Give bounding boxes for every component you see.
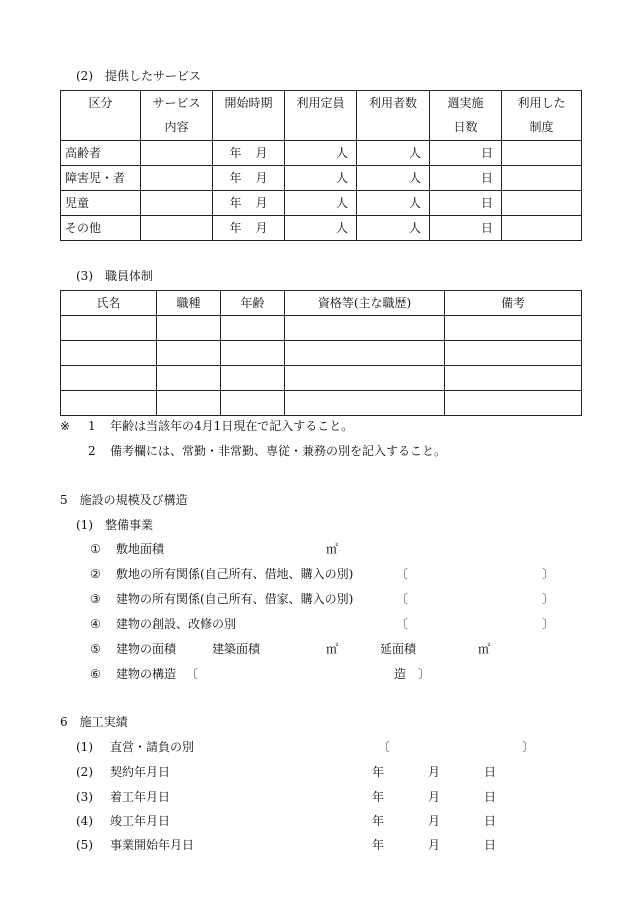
- header-system-used: 利用した 制度: [502, 91, 582, 141]
- header-users: 利用者数: [357, 91, 430, 141]
- table-row: [61, 341, 582, 366]
- bracket-open: 〔: [186, 667, 199, 681]
- item-number: ③: [90, 592, 101, 606]
- users-cell[interactable]: 人: [357, 216, 430, 241]
- month-unit[interactable]: 月: [428, 838, 441, 852]
- note-2-number: 2: [88, 444, 96, 458]
- table-row: [61, 366, 582, 391]
- header-capacity: 利用定員: [285, 91, 357, 141]
- table-row: [61, 141, 582, 166]
- building-ownership-label: 建物の所有関係(自己所有、借家、購入の別): [116, 592, 354, 606]
- staff-cell[interactable]: [157, 366, 221, 391]
- day-unit[interactable]: 日: [484, 790, 497, 804]
- staff-heading: (3) 職員体制: [76, 269, 153, 283]
- building-footprint-unit[interactable]: ㎡: [326, 642, 339, 656]
- site-ownership-label: 敷地の所有関係(自己所有、借地、購入の別): [116, 567, 354, 581]
- staff-cell[interactable]: [285, 366, 445, 391]
- note-1-number: 1: [88, 419, 96, 433]
- days-cell[interactable]: 日: [430, 166, 502, 191]
- contract-date-label: 契約年月日: [110, 765, 171, 779]
- row-label: 高齢者: [61, 141, 141, 166]
- system-cell[interactable]: [502, 166, 582, 191]
- facility-subheading: (1) 整備事業: [76, 518, 153, 532]
- construction-heading: 6 施工実績: [60, 715, 128, 729]
- services-heading: (2) 提供したサービス: [76, 69, 201, 83]
- row-label: 児童: [61, 191, 141, 216]
- start-period-cell[interactable]: 年 月: [213, 216, 285, 241]
- day-unit[interactable]: 日: [484, 765, 497, 779]
- bracket-open: 〔: [396, 617, 409, 631]
- table-row: [61, 191, 582, 216]
- services-table: [60, 90, 582, 241]
- site-area-unit[interactable]: ㎡: [326, 542, 339, 556]
- staff-cell[interactable]: [61, 391, 157, 416]
- item-number: (2): [76, 765, 93, 779]
- facility-heading: 5 施設の規模及び構造: [60, 493, 188, 507]
- header-remarks: 備考: [445, 291, 582, 316]
- year-unit[interactable]: 年: [372, 790, 385, 804]
- row-label: その他: [61, 216, 141, 241]
- header-name: 氏名: [61, 291, 157, 316]
- staff-cell[interactable]: [445, 391, 582, 416]
- structure-suffix: 造: [394, 667, 407, 681]
- staff-cell[interactable]: [157, 316, 221, 341]
- staff-cell[interactable]: [157, 341, 221, 366]
- month-unit[interactable]: 月: [428, 790, 441, 804]
- services-header-row: [61, 91, 582, 141]
- table-row: [61, 316, 582, 341]
- day-unit[interactable]: 日: [484, 838, 497, 852]
- system-cell[interactable]: [502, 141, 582, 166]
- item-number: (5): [76, 838, 93, 852]
- bracket-close: 〕: [542, 567, 555, 581]
- bracket-open: 〔: [378, 740, 391, 754]
- month-unit[interactable]: 月: [428, 814, 441, 828]
- header-qualifications: 資格等(主な職歴): [285, 291, 445, 316]
- service-content-cell[interactable]: [141, 216, 213, 241]
- capacity-cell[interactable]: 人: [285, 191, 357, 216]
- header-job-type: 職種: [157, 291, 221, 316]
- staff-cell[interactable]: [221, 391, 285, 416]
- year-unit[interactable]: 年: [372, 765, 385, 779]
- service-content-cell[interactable]: [141, 191, 213, 216]
- year-unit[interactable]: 年: [372, 838, 385, 852]
- header-age: 年齢: [221, 291, 285, 316]
- header-service-content: サービス 内容: [141, 91, 213, 141]
- item-number: ④: [90, 617, 101, 631]
- table-row: [61, 216, 582, 241]
- staff-cell[interactable]: [445, 366, 582, 391]
- staff-cell[interactable]: [285, 316, 445, 341]
- staff-cell[interactable]: [221, 341, 285, 366]
- construction-type-label: 建物の創設、改修の別: [116, 617, 237, 631]
- item-number: ⑥: [90, 667, 101, 681]
- bracket-close: 〕: [418, 667, 431, 681]
- year-unit[interactable]: 年: [372, 814, 385, 828]
- start-period-cell[interactable]: 年 月: [213, 191, 285, 216]
- building-structure-label: 建物の構造: [116, 667, 177, 681]
- users-cell[interactable]: 人: [357, 141, 430, 166]
- direct-contract-label: 直営・請負の別: [110, 740, 195, 754]
- bracket-close: 〕: [542, 592, 555, 606]
- capacity-cell[interactable]: 人: [285, 141, 357, 166]
- building-area-label: 建物の面積: [116, 642, 177, 656]
- note-mark: ※: [60, 419, 71, 433]
- users-cell[interactable]: 人: [357, 166, 430, 191]
- capacity-cell[interactable]: 人: [285, 166, 357, 191]
- staff-cell[interactable]: [61, 316, 157, 341]
- floor-area-unit[interactable]: ㎡: [478, 642, 491, 656]
- start-period-cell[interactable]: 年 月: [213, 166, 285, 191]
- month-unit[interactable]: 月: [428, 765, 441, 779]
- staff-cell[interactable]: [61, 341, 157, 366]
- days-cell[interactable]: 日: [430, 216, 502, 241]
- completion-date-label: 竣工年月日: [110, 814, 171, 828]
- item-number: ⑤: [90, 642, 101, 656]
- staff-cell[interactable]: [61, 366, 157, 391]
- system-cell[interactable]: [502, 216, 582, 241]
- bracket-open: 〔: [396, 567, 409, 581]
- service-content-cell[interactable]: [141, 141, 213, 166]
- item-number: (4): [76, 814, 93, 828]
- business-start-date-label: 事業開始年月日: [110, 838, 195, 852]
- note-1-text: 年齢は当該年の4月1日現在で記入すること。: [110, 419, 354, 433]
- staff-cell[interactable]: [445, 341, 582, 366]
- header-start-period: 開始時期: [213, 91, 285, 141]
- bracket-close: 〕: [542, 617, 555, 631]
- service-content-cell[interactable]: [141, 166, 213, 191]
- staff-cell[interactable]: [221, 366, 285, 391]
- row-label: 障害児・者: [61, 166, 141, 191]
- days-cell[interactable]: 日: [430, 191, 502, 216]
- users-cell[interactable]: 人: [357, 191, 430, 216]
- table-row: [61, 391, 582, 416]
- item-number: ②: [90, 567, 101, 581]
- capacity-cell[interactable]: 人: [285, 216, 357, 241]
- table-row: [61, 166, 582, 191]
- days-cell[interactable]: 日: [430, 141, 502, 166]
- staff-cell[interactable]: [221, 316, 285, 341]
- staff-cell[interactable]: [157, 391, 221, 416]
- staff-cell[interactable]: [285, 391, 445, 416]
- bracket-open: 〔: [396, 592, 409, 606]
- item-number: (3): [76, 790, 93, 804]
- site-area-label: 敷地面積: [116, 542, 165, 556]
- staff-cell[interactable]: [285, 341, 445, 366]
- building-footprint-label: 建築面積: [212, 642, 261, 656]
- day-unit[interactable]: 日: [484, 814, 497, 828]
- header-category: 区分: [61, 91, 141, 141]
- header-weekly-days: 週実施 日数: [430, 91, 502, 141]
- floor-area-label: 延面積: [380, 642, 417, 656]
- start-period-cell[interactable]: 年 月: [213, 141, 285, 166]
- system-cell[interactable]: [502, 191, 582, 216]
- item-number: ①: [90, 542, 101, 556]
- start-date-label: 着工年月日: [110, 790, 171, 804]
- note-2-text: 備考欄には、常勤・非常勤、専従・兼務の別を記入すること。: [110, 444, 447, 458]
- staff-table: [60, 290, 582, 416]
- staff-cell[interactable]: [445, 316, 582, 341]
- bracket-close: 〕: [522, 740, 535, 754]
- item-number: (1): [76, 740, 93, 754]
- staff-header-row: [61, 291, 582, 316]
